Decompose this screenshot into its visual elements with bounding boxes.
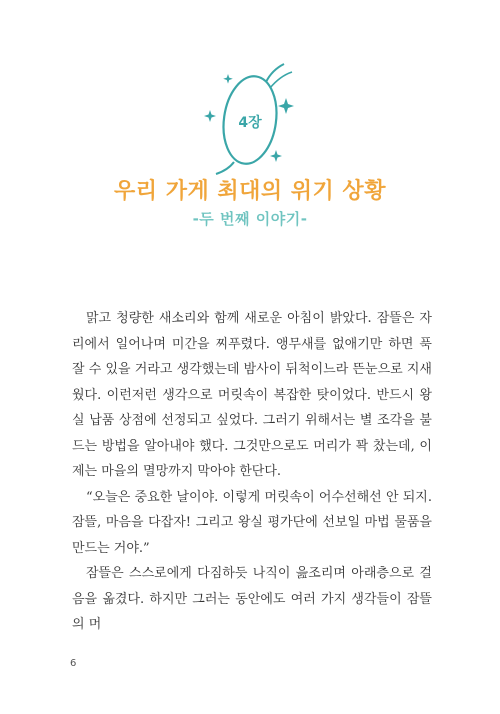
body-text [72,306,432,638]
chapter-subtitle: -두 번째 이야기- [192,210,308,228]
chapter-number: 4장 [238,115,262,131]
page-number: 6 [70,658,77,669]
paragraph: 맑고 청량한 새소리와 함께 새로운 아침이 밝았다. 잠뜰은 자리에서 일어나며 미간을 찌푸렸다. 앵무새를 없애기만 하면 푹 잘 수 있을 거라고 생각했는데 밤사이 뒤척이느라 뜬눈으로 지새웠다. 이런저런 생각으로 머릿속이 복잡한 탓이었다. 반드시 왕실 납품 상점에 선정되고 싶었다. 그러기 위해서는 별 조각을 불드는 방법을 알아내야 했다. 그것만으로도 머리가 꽉 찼는데, 이제는 마을의 멸망까지 막아야 한단다. [72,311,432,479]
chapter-title: 우리 가게 최대의 위기 상황 [114,179,386,204]
paragraph: 잠뜰은 스스로에게 다짐하듯 나직이 읊조리며 아래층으로 걸음을 옮겼다. 하지만 그러는 동안에도 여러 가지 생각들이 잠뜰의 머 [72,566,432,632]
dialogue-paragraph: “오늘은 중요한 날이야. 이렇게 머릿속이 어수선해선 안 되지. 잠뜰, 마음을 다잡자! 그리고 왕실 평가단에 선보일 마법 물품을 만드는 거야.” [72,489,432,556]
